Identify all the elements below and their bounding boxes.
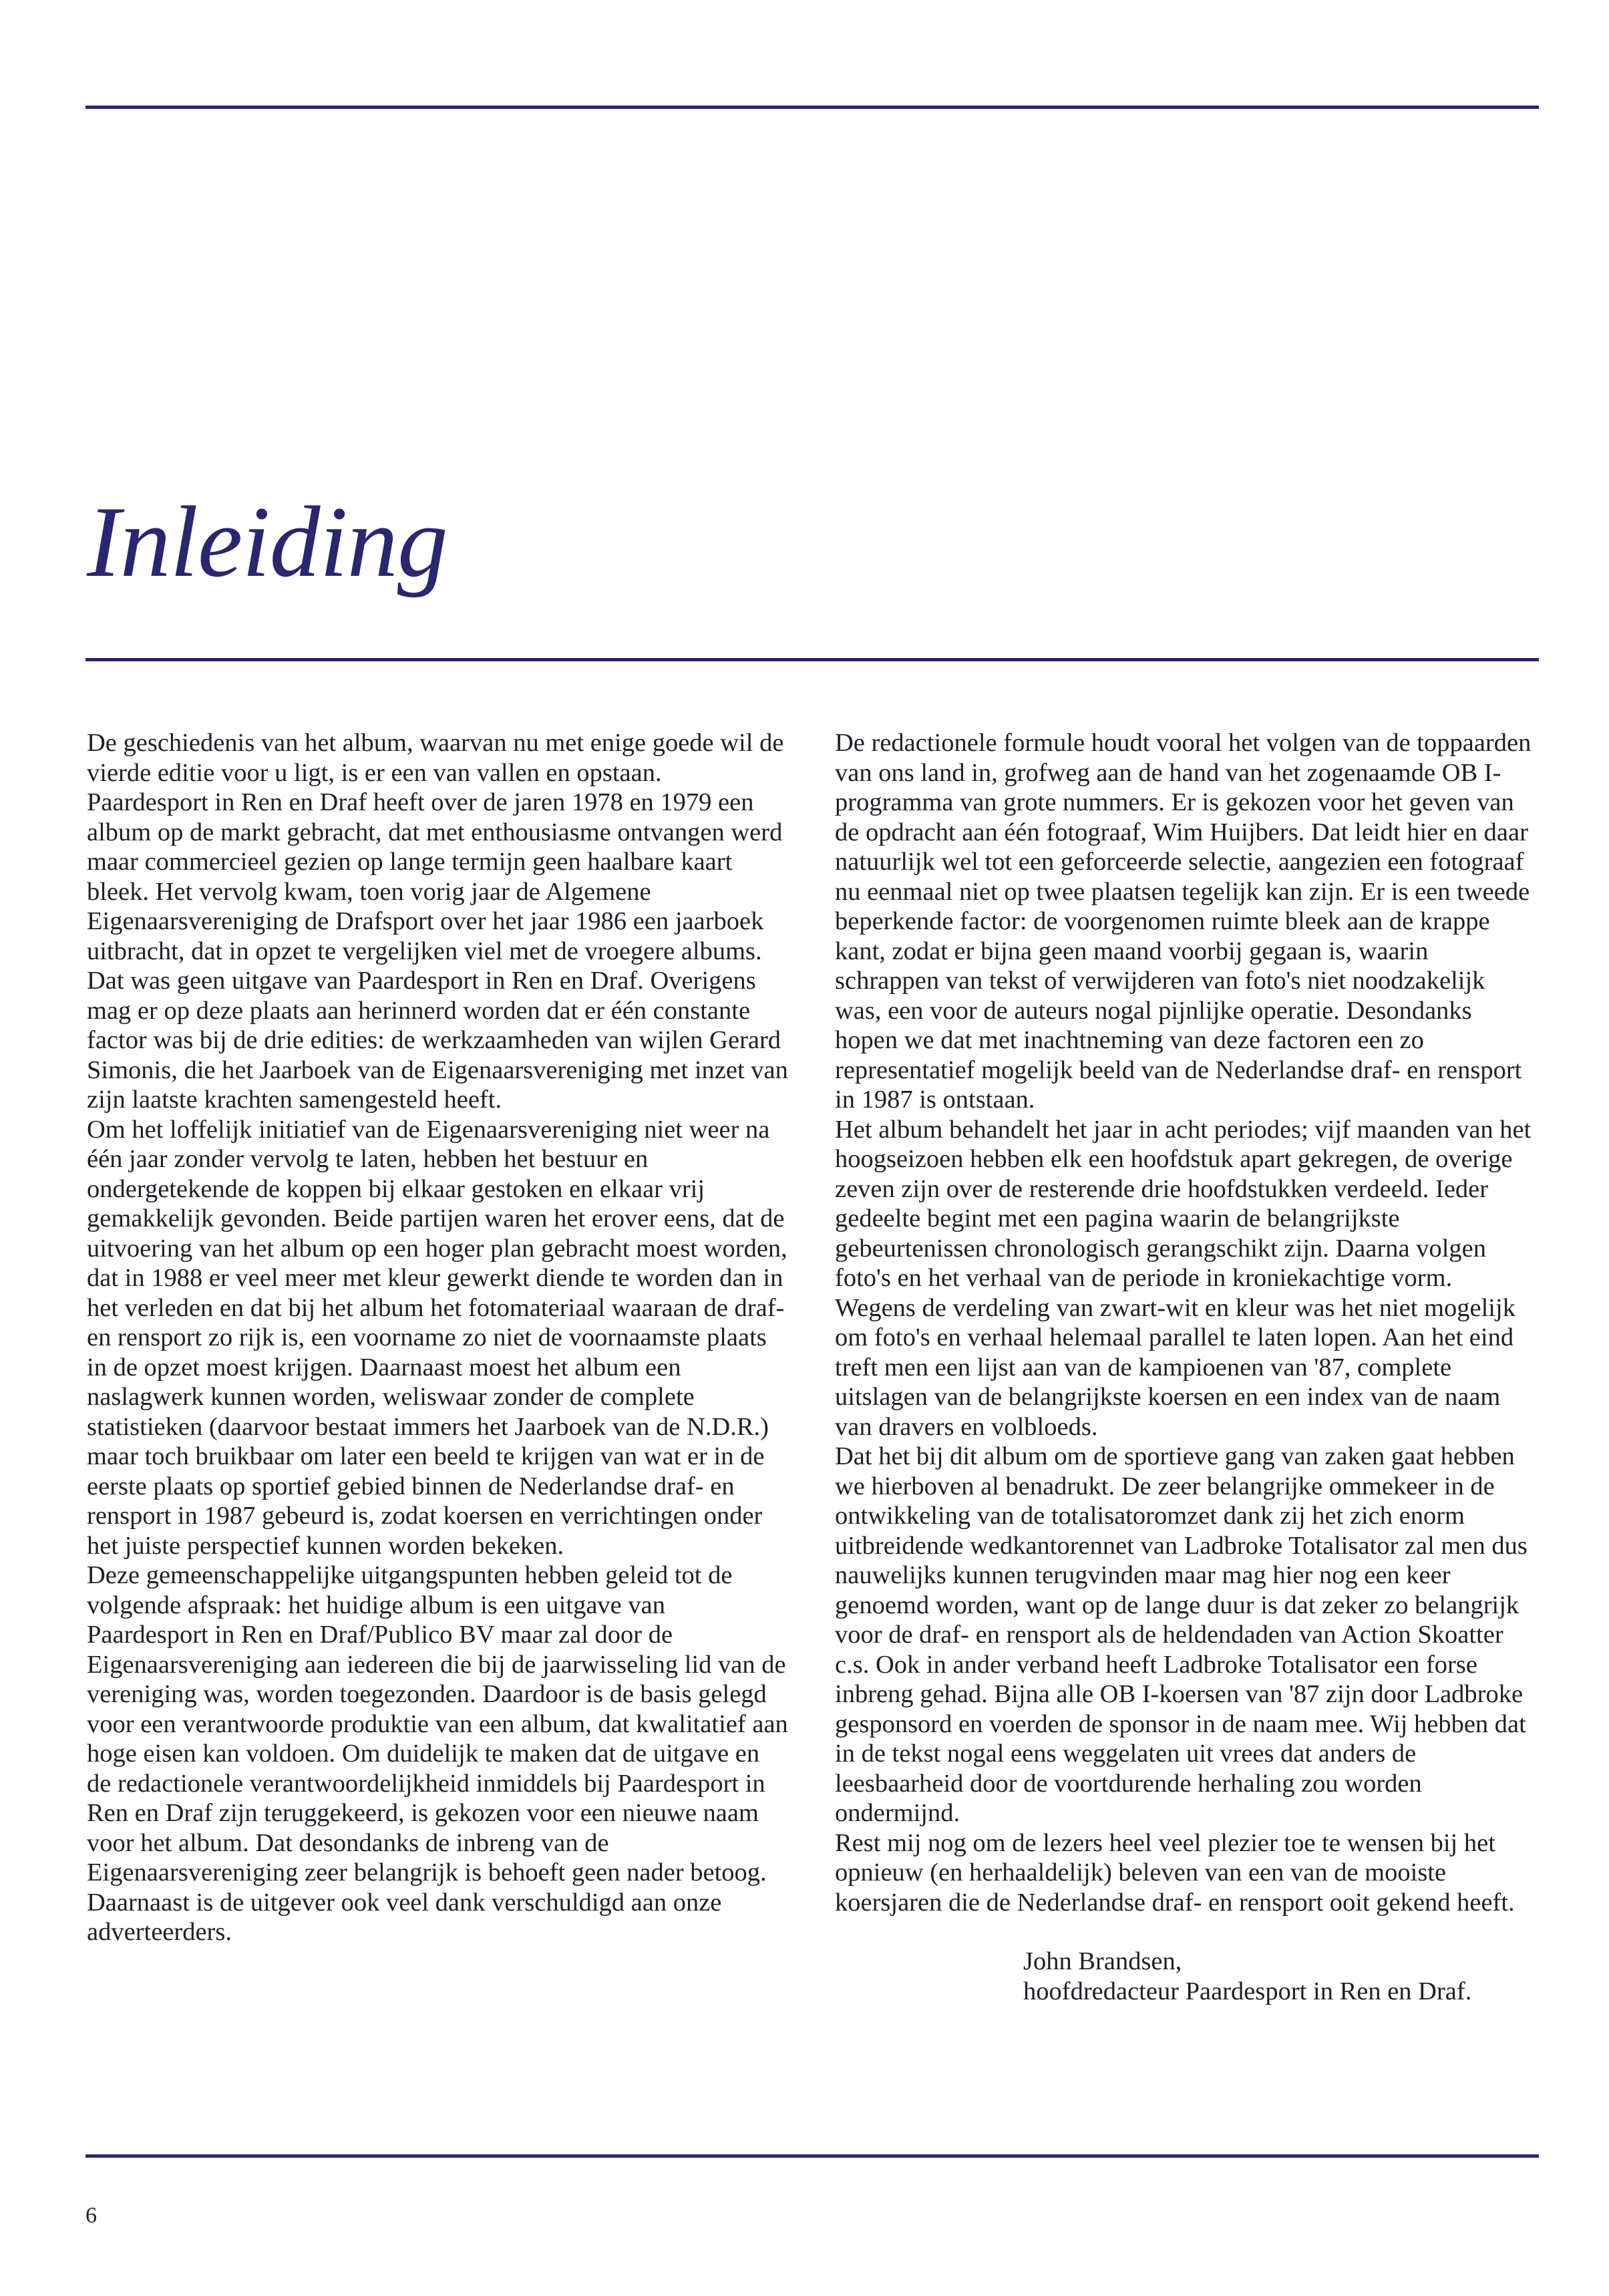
- paragraph: Deze gemeenschappelijke uitgangspunten hebben geleid tot de volgende afspraak: het huidige album is een uitgave van Paardesport in Ren en Draf/Publico BV maar zal door de Eigenaarsvereniging aan iedereen die bij de jaarwisseling lid van de vereniging was, worden toegezonden. Daardoor is de basis gelegd voor een verantwoorde produktie van een album, dat kwalitatief aan hoge eisen kan voldoen. Om duidelijk te maken dat de uitgave en de redactionele verantwoordelijkheid inmiddels bij Paardesport in Ren en Draf zijn teruggekeerd, is gekozen voor een nieuwe naam voor het album. Dat desondanks de inbreng van de Eigenaarsvereniging zeer belangrijk is behoeft geen nader betoog. Daarnaast is de uitgever ook veel dank verschuldigd aan onze adverteerders.: [87, 1561, 788, 1946]
- signature: [835, 1947, 1536, 2006]
- paragraph: Dat het bij dit album om de sportieve gang van zaken gaat hebben we hierboven al benadrukt. De zeer belangrijke ommekeer in de ontwikkeling van de totalisatoromzet dank zij het zich enorm uitbreidende wedkantorennet van Ladbroke Totalisator zal men dus nauwelijks kunnen terugvinden maar mag hier nog een keer genoemd worden, want op de lange duur is dat zeker zo belangrijk voor de draf- en rensport als de heldendaden van Action Skoatter c.s. Ook in ander verband heeft Ladbroke Totalisator een forse inbreng gehad. Bijna alle OB I-koersen van '87 zijn door Ladbroke gesponsord en voerden de sponsor in de naam mee. Wij hebben dat in de tekst nogal eens weggelaten uit vrees dat anders de leesbaarheid door de voortdurende herhaling zou worden ondermijnd.: [835, 1442, 1528, 1827]
- bottom-rule: [85, 2154, 1539, 2158]
- paragraph: De redactionele formule houdt vooral het volgen van de toppaarden van ons land in, grofweg aan de hand van het zogenaamde OB I-programma van grote nummers. Er is gekozen voor het geven van de opdracht aan één fotograaf, Wim Huijbers. Dat leidt hier en daar natuurlijk wel tot een geforceerde selectie, aangezien een fotograaf nu eenmaal niet op twee plaatsen tegelijk kan zijn. Er is een tweede beperkende factor: de voorgenomen ruimte bleek aan de krappe kant, zodat er bijna geen maand voorbij gegaan is, waarin schrappen van tekst of verwijderen van foto's niet noodzakelijk was, een voor de auteurs nogal pijnlijke operatie. Desondanks hopen we dat met inachtneming van deze factoren een zo representatief mogelijk beeld van de Nederlandse draf- en rensport in 1987 is ontstaan.: [835, 729, 1532, 1114]
- signature-name: John Brandsen,: [1023, 1947, 1182, 1975]
- page-number: 6: [85, 2203, 97, 2228]
- paragraph: Om het loffelijk initiatief van de Eigenaarsvereniging niet weer na één jaar zonder vervolg te laten, hebben het bestuur en ondergetekende de koppen bij elkaar gestoken en elkaar vrij gemakkelijk gevonden. Beide partijen waren het erover eens, dat de uitvoering van het album op een hoger plan gebracht moest worden, dat in 1988 er veel meer met kleur gewerkt diende te worden dan in het verleden en dat bij het album het fotomateriaal waaraan de draf- en rensport zo rijk is, een voorname zo niet de voornaamste plaats in de opzet moest krijgen. Daarnaast moest het album een naslagwerk kunnen worden, weliswaar zonder de complete statistieken (daarvoor bestaat immers het Jaarboek van de N.D.R.) maar toch bruikbaar om later een beeld te krijgen van wat er in de eerste plaats op sportief gebied binnen de Nederlandse draf- en rensport in 1987 gebeurd is, zodat koersen en verrichtingen onder het juiste perspectief kunnen worden bekeken.: [87, 1115, 787, 1560]
- paragraph: Rest mij nog om de lezers heel veel plezier toe te wensen bij het opnieuw (en herhaaldelijk) beleven van een van de mooiste koersjaren die de Nederlandse draf- en rensport ooit gekend heeft.: [835, 1828, 1515, 1917]
- page-title: Inleiding: [87, 486, 448, 598]
- paragraph: De geschiedenis van het album, waarvan nu met enige goede wil de vierde editie voor u ligt, is er een van vallen en opstaan.: [87, 729, 784, 787]
- left-column: [87, 728, 788, 1947]
- right-column: [835, 728, 1536, 2006]
- title-rule: [85, 658, 1539, 661]
- paragraph: Het album behandelt het jaar in acht periodes; vijf maanden van het hoogseizoen hebben elk een hoofdstuk apart gekregen, de overige zeven zijn over de resterende drie hoofdstukken verdeeld. Ieder gedeelte begint met een pagina waarin de belangrijkste gebeurtenissen chronologisch gerangschikt zijn. Daarna volgen foto's en het verhaal van de periode in kroniekachtige vorm. Wegens de verdeling van zwart-wit en kleur was het niet mogelijk om foto's en verhaal helemaal parallel te laten lopen. Aan het eind treft men een lijst aan van de kampioenen van '87, complete uitslagen van de belangrijkste koersen en een index van de naam van dravers en volbloeds.: [835, 1115, 1532, 1441]
- paragraph: Paardesport in Ren en Draf heeft over de jaren 1978 en 1979 een album op de markt gebracht, dat met enthousiasme ontvangen werd maar commercieel gezien op lange termijn geen haalbare kaart bleek. Het vervolg kwam, toen vorig jaar de Algemene Eigenaarsvereniging de Drafsport over het jaar 1986 een jaarboek uitbracht, dat in opzet te vergelijken viel met de vroegere albums. Dat was geen uitgave van Paardesport in Ren en Draf. Overigens mag er op deze plaats aan herinnerd worden dat er één constante factor was bij de drie edities: de werkzaamheden van wijlen Gerard Simonis, die het Jaarboek van de Eigenaarsvereniging met inzet van zijn laatste krachten samengesteld heeft.: [87, 788, 788, 1114]
- top-rule: [85, 106, 1539, 109]
- signature-role: hoofdredacteur Paardesport in Ren en Draf.: [1023, 1977, 1472, 2005]
